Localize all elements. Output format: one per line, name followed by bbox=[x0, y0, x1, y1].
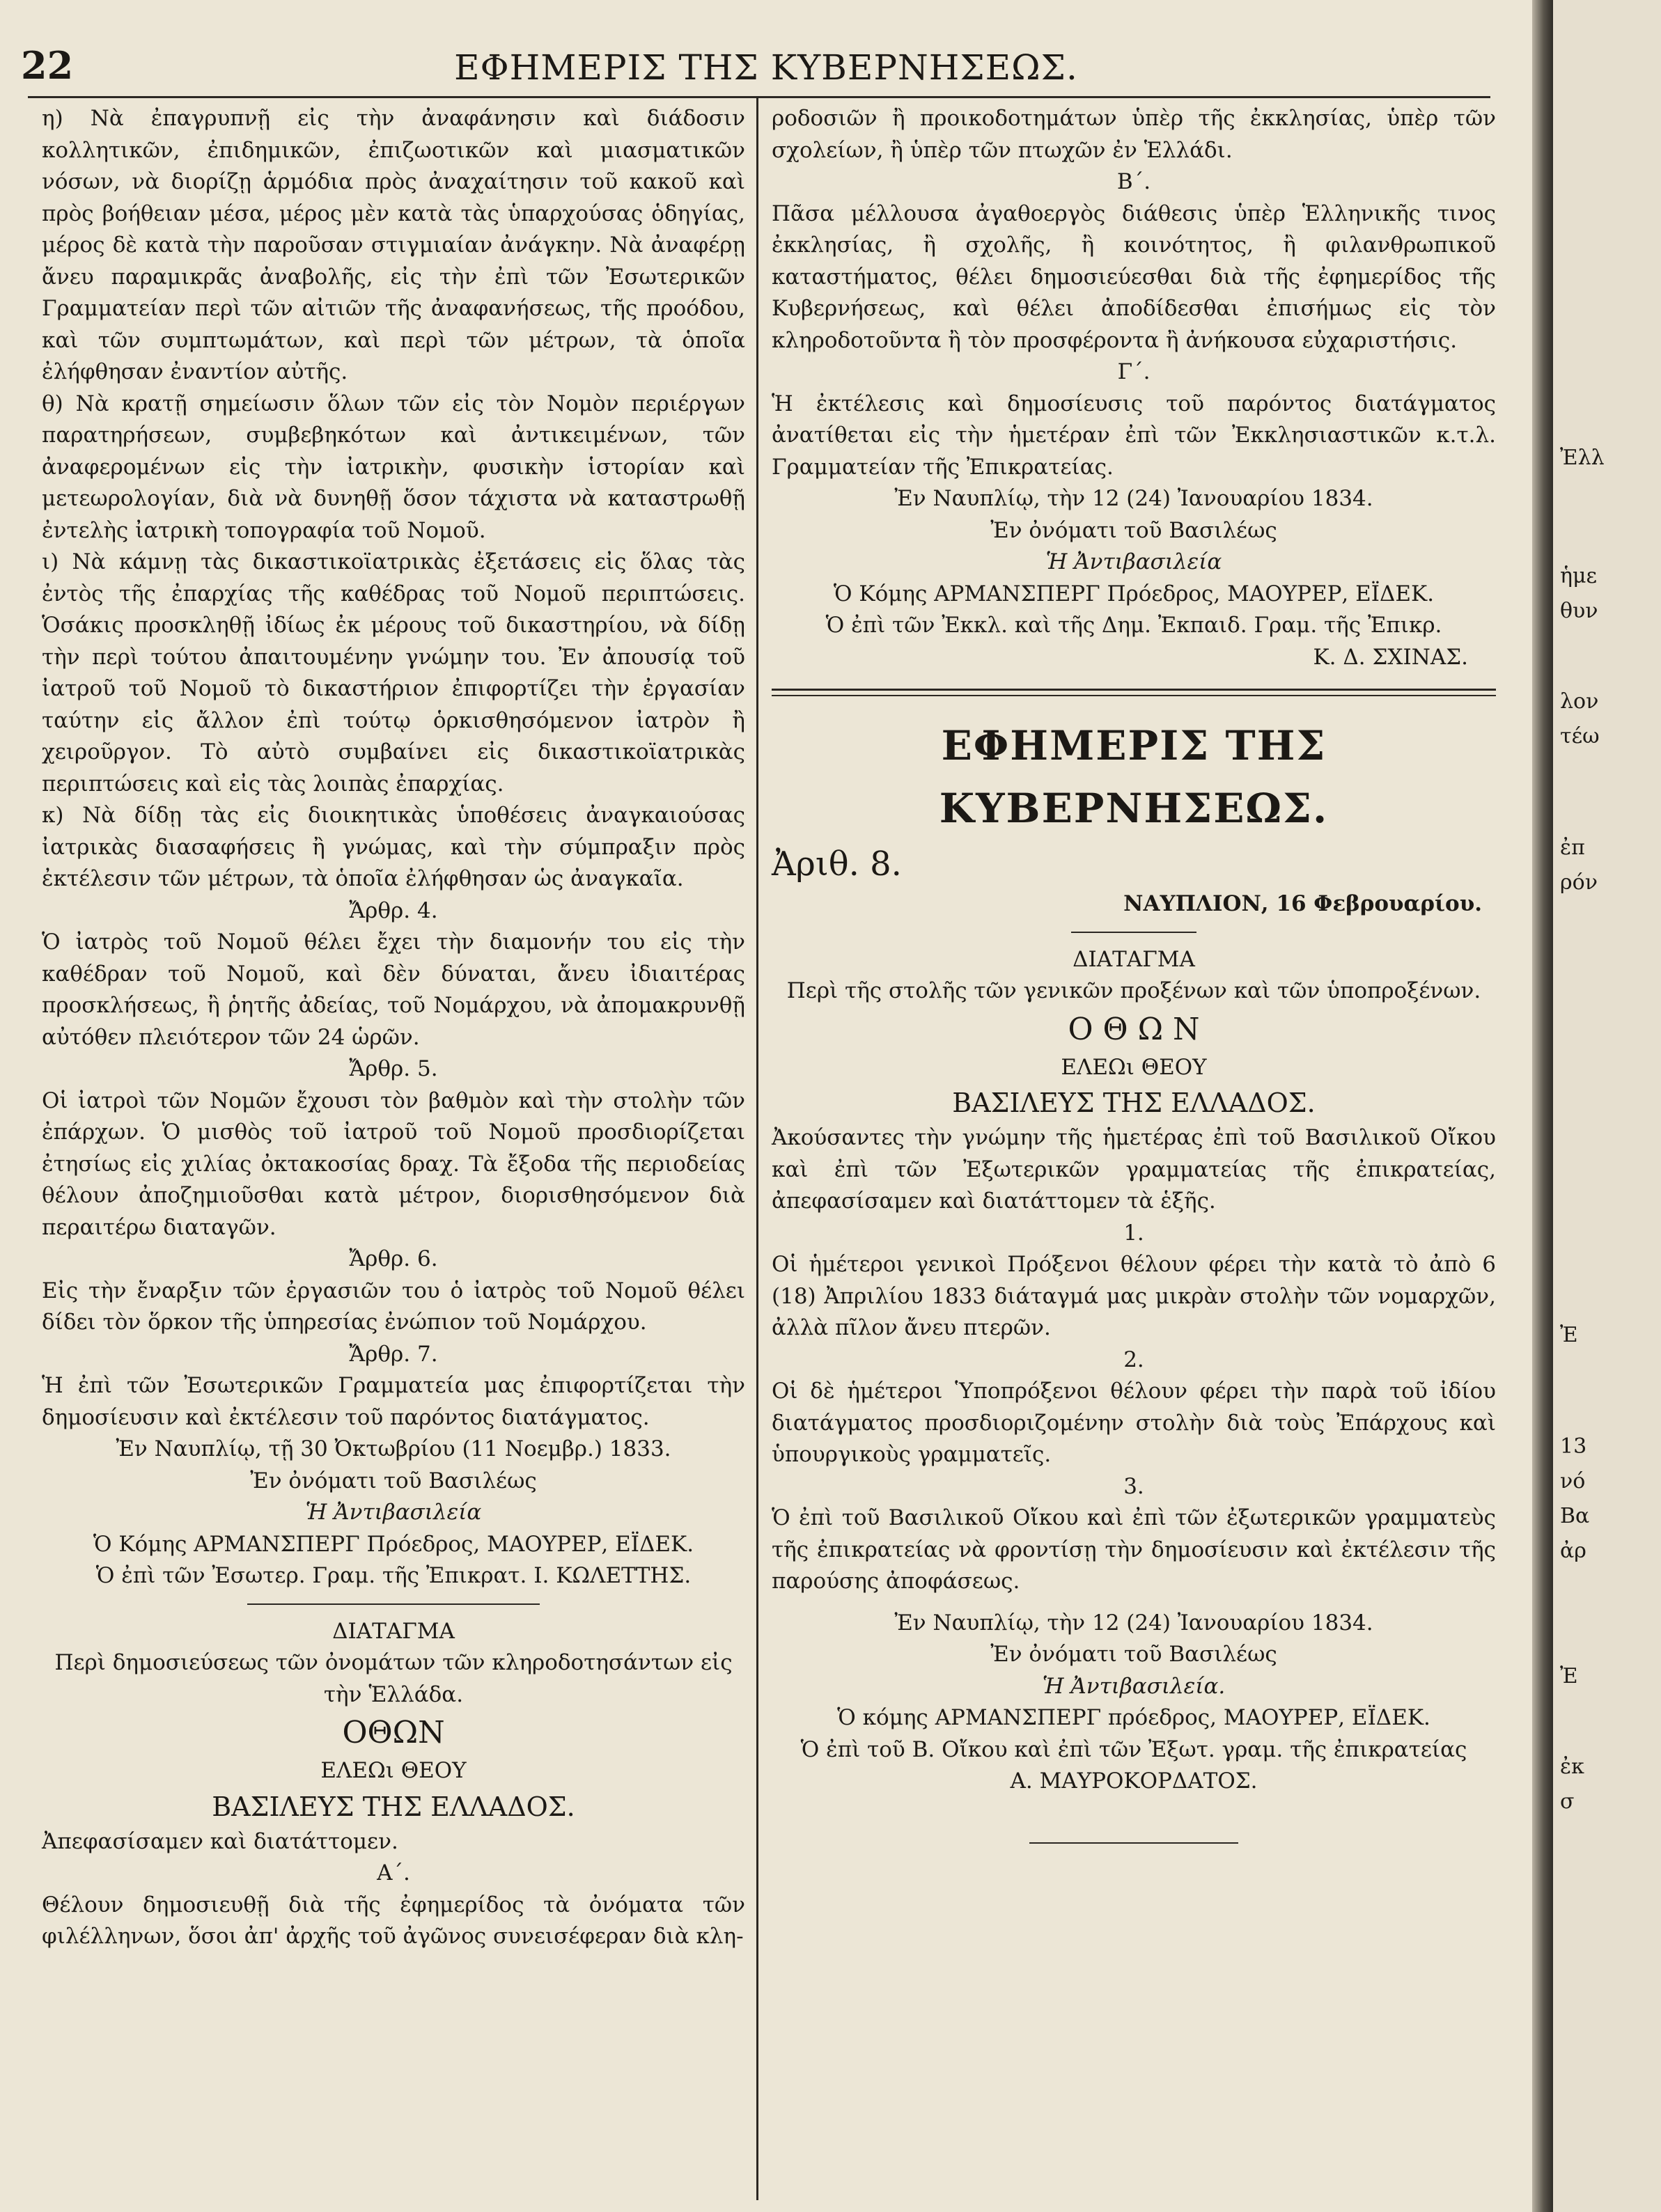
continued-text: ροδοσιῶν ἢ προικοδοτημάτων ὑπὲρ τῆς ἐκκλησίας, ὑπὲρ τῶν σχολείων, ἢ ὑπὲρ τῶν πτωχῶν ἐν Ἑλλάδι. bbox=[772, 106, 1496, 163]
regency: Ἡ Ἀντιβασιλεία bbox=[1045, 549, 1222, 574]
fragment: ἡμε bbox=[1560, 564, 1598, 588]
adjacent-page-edge bbox=[1553, 0, 1661, 2212]
section-rule bbox=[247, 1603, 540, 1605]
issue-divider bbox=[772, 689, 1496, 696]
fragment: ρόν bbox=[1560, 870, 1598, 895]
left-column bbox=[42, 103, 745, 1953]
masthead-rule bbox=[1071, 932, 1196, 933]
decree-title: ΔΙΑΤΑΓΜΑ bbox=[1073, 946, 1195, 972]
article-6-heading: Ἄρθρ. 6. bbox=[349, 1246, 438, 1271]
minister-signature: Ὁ ἐπὶ τῶν Ἐσωτερ. Γραμ. τῆς Ἐπικρατ. Ι. ΚΩΛΕΤΤΗΣ. bbox=[95, 1563, 692, 1588]
minister-name: Α. ΜΑΥΡΟΚΟΡΔΑΤΟΣ. bbox=[1010, 1768, 1258, 1794]
signers: Ὁ Κόμης ΑΡΜΑΝΣΠΕΡΓ Πρόεδρος, ΜΑΟΥΡΕΡ, ΕΪΔΕΚ. bbox=[93, 1531, 694, 1557]
section-b-heading: Β΄. bbox=[1116, 169, 1151, 194]
right-column bbox=[772, 103, 1496, 1855]
place-date: ΝΑΥΠΛΙΟΝ, 16 Φεβρουαρίου. bbox=[1123, 891, 1482, 916]
article-5-heading: Ἄρθρ. 5. bbox=[349, 1056, 438, 1081]
spacer bbox=[772, 1598, 1496, 1608]
in-name-of-king: Ἐν ὀνόματι τοῦ Βασιλέως bbox=[250, 1468, 537, 1493]
decree-title: ΔΙΑΤΑΓΜΑ bbox=[332, 1618, 455, 1644]
fragment: Ἐ bbox=[1560, 1323, 1578, 1347]
signers: Ὁ Κόμης ΑΡΜΑΝΣΠΕΡΓ Πρόεδρος, ΜΑΟΥΡΕΡ, ΕΪΔΕΚ. bbox=[833, 581, 1435, 606]
article-5-text: Οἱ ἰατροὶ τῶν Νομῶν ἔχουσι τὸν βαθμὸν καὶ τὴν στολὴν τῶν ἐπάρχων. Ὁ μισθὸς τοῦ ἰατροῦ τοῦ Νομοῦ προσδιορίζεται ἐτησίως εἰς χιλίας ὀκτακοσίας δραχ. Τὰ ἔξοδα τῆς περιοδείας θέλουν ἀποζημιοῦσθαι κατὰ μέτρον, διορισθησόμενον διὰ περαιτέρω διαταγῶν. bbox=[42, 1088, 745, 1240]
king-title: ΒΑΣΙΛΕΥΣ ΤΗΣ ΕΛΛΑΔΟΣ. bbox=[212, 1791, 575, 1822]
page-number: 22 bbox=[21, 43, 74, 88]
decree-subject: Περὶ τῆς στολῆς τῶν γενικῶν προξένων καὶ τῶν ὑποπροξένων. bbox=[786, 978, 1481, 1003]
article-4-heading: Ἄρθρ. 4. bbox=[349, 897, 438, 923]
minister-name: Κ. Δ. ΣΧΙΝΑΣ. bbox=[1313, 644, 1468, 670]
header-rule bbox=[28, 96, 1490, 98]
article-7-heading: Ἄρθρ. 7. bbox=[349, 1341, 438, 1367]
by-grace-of-god: ΕΛΕΩι ΘΕΟΥ bbox=[320, 1758, 467, 1783]
running-title: ΕΦΗΜΕΡΙΣ ΤΗΣ ΚΥΒΕΡΝΗΣΕΩΣ. bbox=[454, 47, 1078, 88]
date-line: Ἐν Ναυπλίῳ, τῇ 30 Ὀκτωβρίου (11 Νοεμβρ.) 1833. bbox=[116, 1436, 671, 1461]
paragraph-iota: ι) Νὰ κάμνῃ τὰς δικαστικοϊατρικὰς ἐξετάσεις εἰς ὅλας τὰς ἐντὸς τῆς ἐπαρχίας τῆς καθέδρας τοῦ Νομοῦ περιπτώσεις. Ὁσάκις προσκληθῇ ἰδίως ἐκ μέρους τοῦ δικαστηρίου, νὰ δίδῃ τὴν περὶ τούτου ἀπαιτουμένην γνώμην του. Ἐν ἀπουσίᾳ τοῦ ἰατροῦ τοῦ Νομοῦ τὸ δικαστήριον ἐπιφορτίζει τὴν ἐργασίαν ταύτην εἰς ἄλλον ἐπὶ τούτῳ ὁρκισθησόμενον ἰατρὸν ἢ χειροῦργον. Τὸ αὐτὸ συμβαίνει εἰς δικαστικοϊατρικὰς περιπτώσεις καὶ εἰς τὰς λοιπὰς ἐπαρχίας. bbox=[42, 549, 745, 797]
article-3-heading: 3. bbox=[1123, 1473, 1144, 1499]
article-1-heading: 1. bbox=[1123, 1220, 1144, 1246]
in-name-of-king: Ἐν ὀνόματι τοῦ Βασιλέως bbox=[990, 517, 1277, 543]
spacer bbox=[772, 1798, 1496, 1814]
resolution: Ἀπεφασίσαμεν καὶ διατάττομεν. bbox=[42, 1828, 398, 1854]
end-rule bbox=[1029, 1842, 1238, 1844]
decree-subject: Περὶ δημοσιεύσεως τῶν ὀνομάτων τῶν κληροδοτησάντων εἰς τὴν Ἑλλάδα. bbox=[54, 1650, 733, 1707]
fragment: τέω bbox=[1560, 724, 1600, 748]
fragment: ἀρ bbox=[1560, 1539, 1586, 1563]
article-2-heading: 2. bbox=[1123, 1347, 1144, 1372]
fragment: λον bbox=[1560, 689, 1599, 714]
fragment: ἐπ bbox=[1560, 836, 1585, 860]
regency: Ἡ Ἀντιβασιλεία bbox=[305, 1500, 482, 1525]
section-c-heading: Γ΄. bbox=[1117, 359, 1151, 384]
paragraph-eta: η) Νὰ ἐπαγρυπνῇ εἰς τὴν ἀναφάνησιν καὶ διάδοσιν κολλητικῶν, ἐπιδημικῶν, ἐπιζωοτικῶν καὶ μιασματικῶν νόσων, νὰ διορίζῃ ἁρμόδια πρὸς ἀναχαίτησιν τοῦ κακοῦ καὶ πρὸς βοήθειαν μέσα, μέρος μὲν κατὰ τὰς ὑπαρχούσας ὁδηγίας, μέρος δὲ κατὰ τὴν παροῦσαν στιγμιαίαν ἀνάγκην. Νὰ ἀναφέρῃ ἄνευ παραμικρᾶς ἀναβολῆς, εἰς τὴν ἐπὶ τῶν Ἐσωτερικῶν Γραμματείαν περὶ τῶν αἰτιῶν τῆς ἀναφανήσεως, τῆς προόδου, καὶ τῶν συμπτωμάτων, καὶ περὶ τῶν μέτρων, τὰ ὁποῖα ἐλήφθησαν ἐναντίον αὐτῆς. bbox=[42, 106, 745, 384]
minister-line: Ὁ ἐπὶ τοῦ Β. Οἴκου καὶ ἐπὶ τῶν Ἐξωτ. γραμ. τῆς ἐπικρατείας bbox=[800, 1736, 1467, 1762]
book-gutter bbox=[1532, 0, 1553, 2212]
section-a-text: Θέλουν δημοσιευθῇ διὰ τῆς ἐφημερίδος τὰ ὀνόματα τῶν φιλέλληνων, ὅσοι ἀπ' ἀρχῆς τοῦ ἀγῶνος συνεισέφεραν διὰ κλη- bbox=[42, 1892, 745, 1949]
article-3-text: Ὁ ἐπὶ τοῦ Βασιλικοῦ Οἴκου καὶ ἐπὶ τῶν ἐξωτερικῶν γραμματεὺς τῆς ἐπικρατείας νὰ φροντίσῃ τὴν δημοσίευσιν καὶ ἐκτέλεσιν τῆς παρούσης ἀποφάσεως. bbox=[772, 1505, 1496, 1594]
minister-line: Ὁ ἐπὶ τῶν Ἐκκλ. καὶ τῆς Δημ. Ἐκπαιδ. Γραμ. τῆς Ἐπικρ. bbox=[825, 613, 1442, 638]
article-7-text: Ἡ ἐπὶ τῶν Ἐσωτερικῶν Γραμματεία μας ἐπιφορτίζεται τὴν δημοσίευσιν καὶ ἐκτέλεσιν τοῦ παρόντος διατάγματος. bbox=[42, 1373, 745, 1430]
by-grace-of-god: ΕΛΕΩι ΘΕΟΥ bbox=[1061, 1054, 1207, 1080]
paragraph-kappa: κ) Νὰ δίδῃ τὰς εἰς διοικητικὰς ὑποθέσεις ἀναγκαιούσας ἰατρικὰς διασαφήσεις ἢ γνώμας, καὶ τὴν σύμπραξιν πρὸς ἐκτέλεσιν τῶν μέτρων, τὰ ὁποῖα ἐλήφθησαν ὡς ἀναγκαῖα. bbox=[42, 803, 745, 891]
king-title: ΒΑΣΙΛΕΥΣ ΤΗΣ ΕΛΛΑΔΟΣ. bbox=[952, 1088, 1316, 1118]
section-c-text: Ἡ ἐκτέλεσις καὶ δημοσίευσις τοῦ παρόντος διατάγματος ἀνατίθεται εἰς τὴν ἡμετέραν ἐπὶ τῶν Ἐκκλησιαστικῶν κ.τ.λ. Γραμματείαν τῆς Ἐπικρατείας. bbox=[772, 391, 1496, 480]
in-name-of-king: Ἐν ὀνόματι τοῦ Βασιλέως bbox=[990, 1642, 1277, 1667]
article-1-text: Οἱ ἡμέτεροι γενικοὶ Πρόξενοι θέλουν φέρει τὴν κατὰ τὸ ἀπὸ 6 (18) Ἀπριλίου 1833 διάταγμά μας μικρὰν στολὴν τῶν νομαρχῶν, ἀλλὰ πῖλον ἄνευ πτερῶν. bbox=[772, 1252, 1496, 1340]
article-4-text: Ὁ ἰατρὸς τοῦ Νομοῦ θέλει ἔχει τὴν διαμονήν του εἰς τὴν καθέδραν τοῦ Νομοῦ, καὶ δὲν δύναται, ἄνευ ἰδιαιτέρας προσκλήσεως, ἢ ῥητῆς ἀδείας, τοῦ Νομάρχου, νὰ ἀπομακρυνθῇ αὐτόθεν πλειότερον τῶν 24 ὡρῶν. bbox=[42, 929, 745, 1050]
issue-number: Ἀριθ. 8. bbox=[772, 845, 902, 884]
section-b-text: Πᾶσα μέλλουσα ἀγαθοεργὸς διάθεσις ὑπὲρ Ἑλληνικῆς τινος ἐκκλησίας, ἢ σχολῆς, ἢ κοινότητος, ἢ φιλανθρωπικοῦ καταστήματος, θέλει δημοσιεύεσθαι διὰ τῆς ἐφημερίδος τῆς Κυβερνήσεως, καὶ θέλει ἀποδίδεσθαι ἐπισήμως εἰς τὸν κληροδοτοῦντα ἢ τὸν προσφέροντα ἢ ἀνήκουσα εὐχαριστήσις. bbox=[772, 201, 1496, 353]
date-line: Ἐν Ναυπλίῳ, τὴν 12 (24) Ἰανουαρίου 1834. bbox=[894, 1610, 1373, 1636]
fragment: θυν bbox=[1560, 599, 1598, 623]
paragraph-theta: θ) Νὰ κρατῇ σημείωσιν ὅλων τῶν εἰς τὸν Νομὸν περιέργων παρατηρήσεων, συμβεβηκότων καὶ ἀντικειμένων, τῶν ἀναφερομένων εἰς τὴν ἰατρικὴν, φυσικὴν ἱστορίαν καὶ μετεωρολογίαν, διὰ νὰ δυνηθῇ ὅσον τάχιστα νὰ καταστρωθῇ ἐντελὴς ἰατρικὴ τοπογραφία τοῦ Νομοῦ. bbox=[42, 391, 745, 543]
article-6-text: Εἰς τὴν ἔναρξιν τῶν ἐργασιῶν του ὁ ἰατρὸς τοῦ Νομοῦ θέλει δίδει τὸν ὅρκον τῆς ὑπηρεσίας ἐνώπιον τοῦ Νομάρχου. bbox=[42, 1278, 745, 1335]
fragment: Ἐλλ bbox=[1560, 446, 1605, 470]
fragment: 13 bbox=[1560, 1434, 1587, 1459]
date-line: Ἐν Ναυπλίῳ, τὴν 12 (24) Ἰανουαρίου 1834. bbox=[894, 486, 1373, 511]
signers: Ὁ κόμης ΑΡΜΑΝΣΠΕΡΓ πρόεδρος, ΜΑΟΥΡΕΡ, ΕΪΔΕΚ. bbox=[837, 1705, 1430, 1730]
fragment: Ἐ bbox=[1560, 1664, 1578, 1688]
masthead: ΕΦΗΜΕΡΙΣ ΤΗΣ ΚΥΒΕΡΝΗΣΕΩΣ. bbox=[939, 722, 1329, 832]
article-2-text: Οἱ δὲ ἡμέτεροι Ὑποπρόξενοι θέλουν φέρει τὴν παρὰ τοῦ ἰδίου διατάγματος προσδιοριζομένην στολὴν διὰ τοὺς Ἐπάρχους καὶ ὑπουργικοὺς γραμματεῖς. bbox=[772, 1379, 1496, 1467]
column-divider bbox=[756, 97, 758, 2200]
section-a-heading: Α΄. bbox=[377, 1860, 410, 1885]
fragment: ἐκ bbox=[1560, 1755, 1584, 1779]
fragment: Βα bbox=[1560, 1504, 1590, 1528]
fragment: νό bbox=[1560, 1469, 1586, 1493]
regency: Ἡ Ἀντιβασιλεία. bbox=[1042, 1673, 1226, 1699]
king-name: ΟΘΩΝ bbox=[342, 1715, 445, 1750]
preamble: Ἀκούσαντες τὴν γνώμην τῆς ἡμετέρας ἐπὶ τοῦ Βασιλικοῦ Οἴκου καὶ ἐπὶ τῶν Ἐξωτερικῶν γραμματείας τῆς ἐπικρατείας, ἀπεφασίσαμεν καὶ διατάττομεν τὰ ἑξῆς. bbox=[772, 1125, 1496, 1214]
fragment: σ bbox=[1560, 1789, 1575, 1814]
king-name: Ο Θ Ω Ν bbox=[1068, 1011, 1200, 1047]
